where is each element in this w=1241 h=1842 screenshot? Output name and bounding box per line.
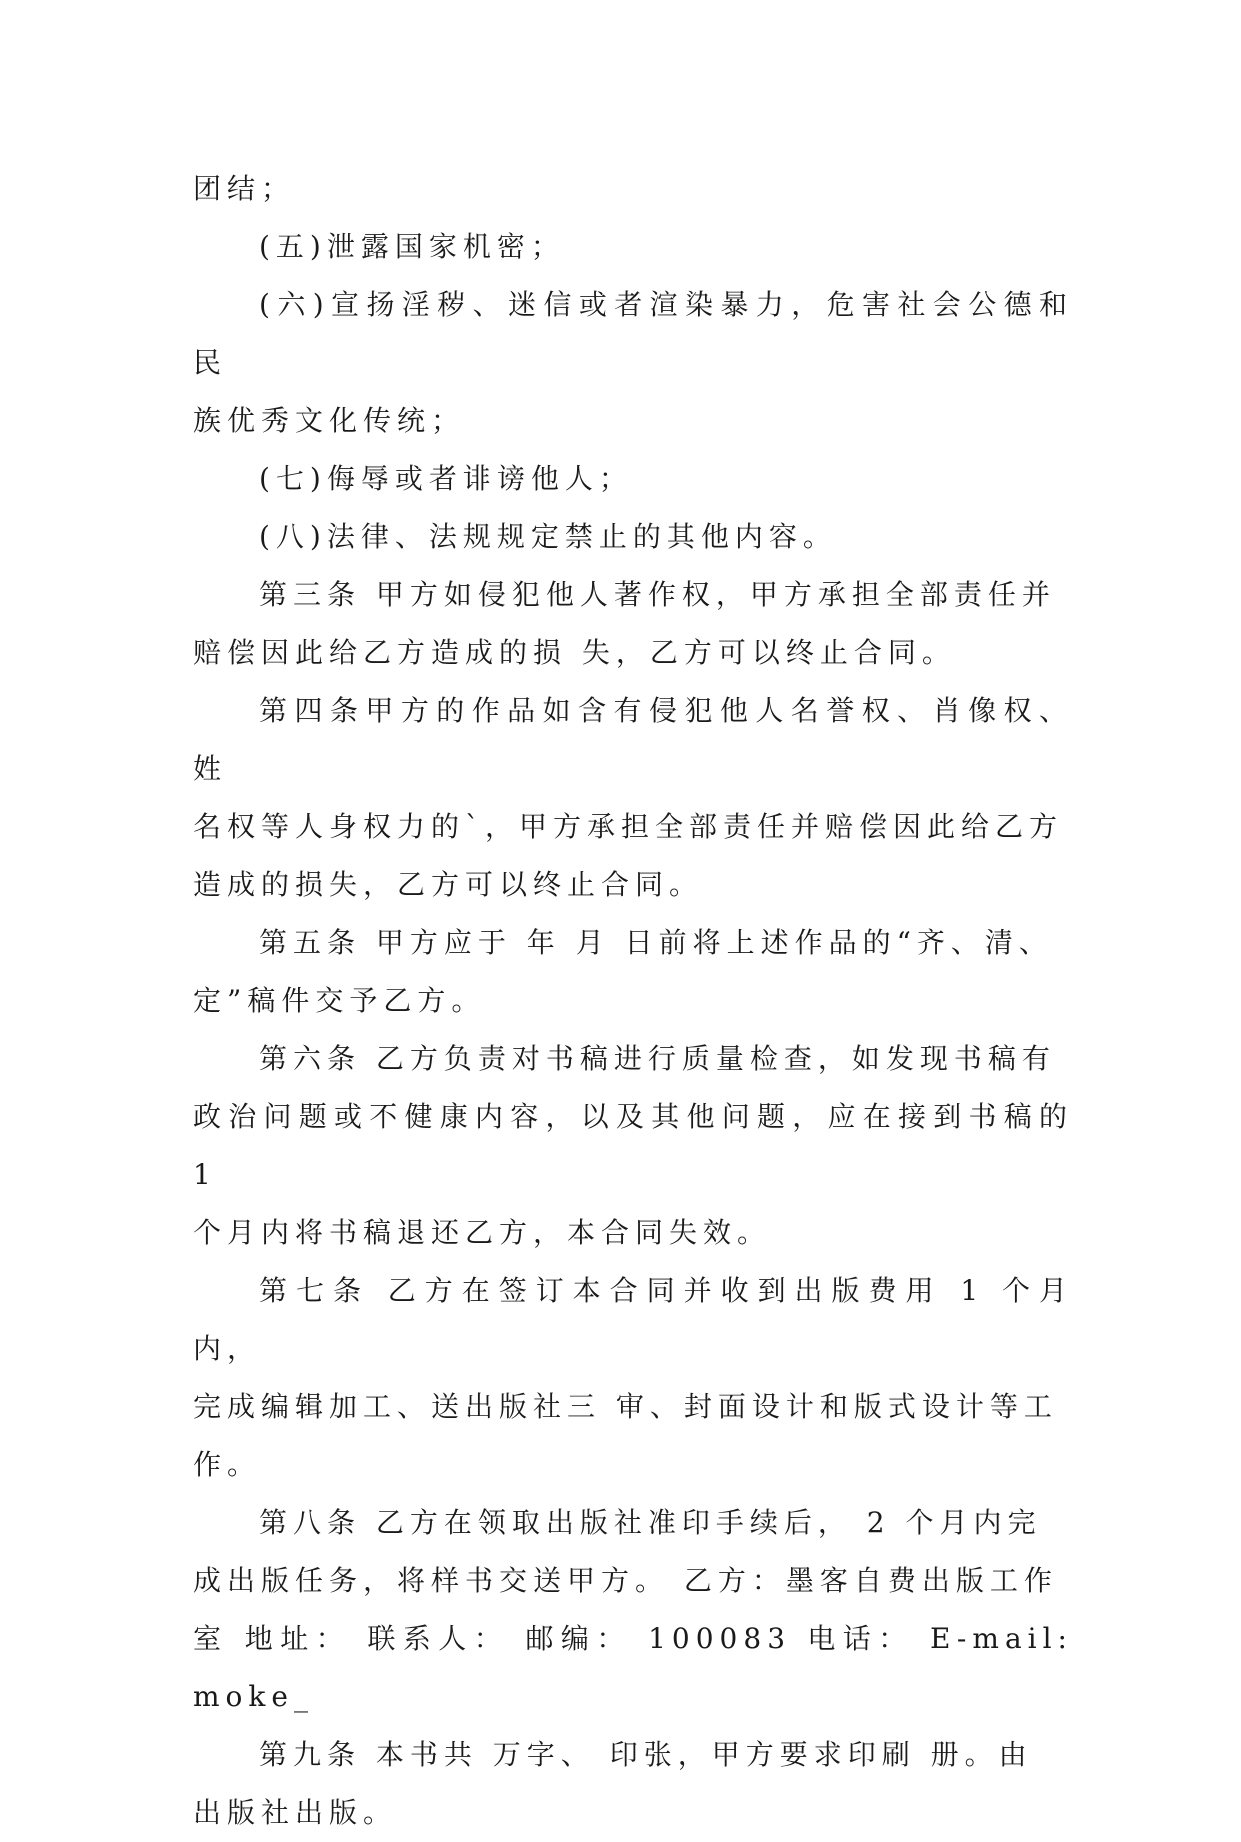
paragraph-line: 第四条甲方的作品如含有侵犯他人名誉权、肖像权、姓 [193,694,1073,785]
paragraph-line: 名权等人身权力的`，甲方承担全部责任并赔偿因此给乙方 [193,810,1064,843]
paragraph-line: 第三条 甲方如侵犯他人著作权，甲方承担全部责任并 [259,578,1056,611]
paragraph-line: 作。 [193,1448,262,1481]
paragraph-line: 个月内将书稿退还乙方，本合同失效。 [193,1216,772,1249]
paragraph-line: (八)法律、法规规定禁止的其他内容。 [259,520,837,553]
paragraph [193,508,1073,566]
paragraph-line: 室 地址： 联系人： 邮编： 100083 电话： E-mail:moke_ [193,1622,1073,1713]
paragraph [193,276,1073,450]
paragraph-line: 定”稿件交予乙方。 [193,984,486,1017]
paragraph-line: 政治问题或不健康内容，以及其他问题，应在接到书稿的 1 [193,1100,1073,1191]
paragraph [193,1030,1073,1262]
paragraph [193,160,1073,218]
paragraph [193,914,1073,1030]
paragraph-line: 族优秀文化传统； [193,404,466,437]
paragraph [193,1726,1073,1842]
paragraph [193,450,1073,508]
paragraph-line: 出版社出版。 [193,1796,398,1829]
paragraph-line: 完成编辑加工、送出版社三 审、封面设计和版式设计等工 [193,1390,1058,1423]
paragraph [193,1494,1073,1726]
paragraph-line: 团结； [193,172,296,205]
paragraph-line: 第六条 乙方负责对书稿进行质量检查，如发现书稿有 [259,1042,1056,1075]
paragraph [193,682,1073,914]
paragraph-line: 赔偿因此给乙方造成的损 失，乙方可以终止合同。 [193,636,956,669]
paragraph-line: 第七条 乙方在签订本合同并收到出版费用 1 个月内， [193,1274,1073,1365]
paragraph-line: 第五条 甲方应于 年 月 日前将上述作品的“齐、清、 [259,926,1053,959]
paragraph [193,566,1073,682]
document-body [193,160,1073,1842]
paragraph-line: 成出版任务，将样书交送甲方。 乙方：墨客自费出版工作 [193,1564,1058,1597]
paragraph [193,1262,1073,1494]
paragraph-line: 第九条 本书共 万字、 印张，甲方要求印刷 册。由 [259,1738,1033,1771]
paragraph-line: (五)泄露国家机密； [259,230,565,263]
paragraph-line: (六)宣扬淫秽、迷信或者渲染暴力，危害社会公德和民 [193,288,1073,379]
paragraph [193,218,1073,276]
paragraph-line: (七)侮辱或者诽谤他人； [259,462,633,495]
paragraph-line: 造成的损失，乙方可以终止合同。 [193,868,704,901]
paragraph-line: 第八条 乙方在领取出版社准印手续后， 2 个月内完 [259,1506,1042,1539]
